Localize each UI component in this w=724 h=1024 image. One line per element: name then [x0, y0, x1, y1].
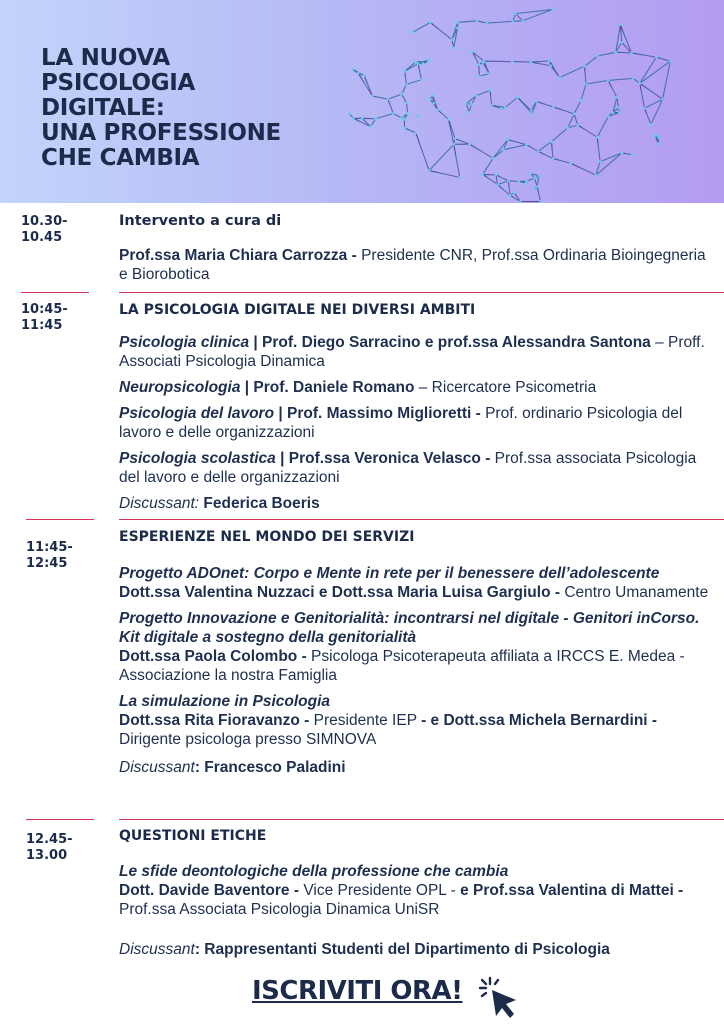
speaker-entry: Psicologia scolastica | Prof.ssa Veronica Velasco - Prof.ssa associata Psicologia del lavoro e delle organizzazioni: [119, 450, 697, 486]
project-entry: Progetto ADOnet: Corpo e Mente in rete per il benessere dell’adolescente Dott.ssa Valentina Nuzzaci e Dott.ssa Maria Luisa Gargiulo - Centro Umanamente: [119, 565, 709, 601]
discussant: Discussant: Federica Boeris: [119, 495, 320, 512]
wireframe-brain-image: [330, 0, 710, 203]
discussant: Discussant: Rappresentanti Studenti del Dipartimento di Psicologia: [119, 941, 610, 958]
speaker-entry: Psicologia del lavoro | Prof. Massimo Miglioretti - Prof. ordinario Psicologia del lavoro e delle organizzazioni: [119, 405, 683, 441]
cursor-click-icon: [476, 974, 522, 1022]
header-banner: [0, 0, 724, 203]
title-line: PSICOLOGIA: [41, 70, 196, 96]
title-line: CHE CAMBIA: [41, 145, 200, 171]
session-title: ESPERIENZE NEL MONDO DEI SERVIZI: [119, 529, 415, 545]
project-entry: La simulazione in Psicologia Dott.ssa Rita Fioravanzo - Presidente IEP - e Dott.ssa Michela Bernardini - Dirigente psicologa presso SIMNOVA: [119, 693, 658, 748]
speaker-entry: Prof.ssa Maria Chiara Carrozza - Presidente CNR, Prof.ssa Ordinaria Bioingegneria e Biorobotica: [119, 247, 706, 283]
discussant: Discussant: Francesco Paladini: [119, 759, 346, 776]
session-title: LA PSICOLOGIA DIGITALE NEI DIVERSI AMBITI: [119, 302, 476, 318]
session-time: 10.30- 10.45: [21, 214, 68, 245]
session-title: Intervento a cura di: [119, 213, 282, 229]
page-title: [41, 46, 281, 171]
speaker-entry: Le sfide deontologiche della professione che cambia Dott. Davide Baventore - Vice Presidente OPL - e Prof.ssa Valentina di Mattei - Prof.ssa Associata Psicologia Dinamica UniSR: [119, 863, 684, 918]
title-line: UNA PROFESSIONE: [41, 120, 281, 146]
project-entry: Progetto Innovazione e Genitorialità: incontrarsi nel digitale - Genitori inCorso. Kit digitale a sostegno della genitorialità Dott.ssa Paola Colombo - Psicologa Psicoterapeuta affiliata a IRCCS E. Medea - Associazione la nostra Famiglia: [119, 610, 700, 684]
title-line: LA NUOVA: [41, 45, 170, 71]
session-content: [119, 212, 714, 284]
session-content: [119, 528, 714, 777]
session-content: [119, 301, 714, 513]
session-time: 10:45- 11:45: [21, 302, 68, 333]
title-line: DIGITALE:: [41, 95, 165, 121]
session-content: [119, 827, 714, 959]
speaker-entry: Psicologia clinica | Prof. Diego Sarracino e prof.ssa Alessandra Santona – Proff. Associati Psicologia Dinamica: [119, 334, 705, 370]
speaker-entry: Neuropsicologia | Prof. Daniele Romano – Ricercatore Psicometria: [119, 379, 597, 396]
register-now-link[interactable]: ISCRIVITI ORA!: [252, 976, 463, 1006]
session-title: QUESTIONI ETICHE: [119, 828, 267, 844]
session-time: 12.45- 13.00: [26, 832, 73, 863]
session-time: 11:45- 12:45: [26, 540, 73, 571]
